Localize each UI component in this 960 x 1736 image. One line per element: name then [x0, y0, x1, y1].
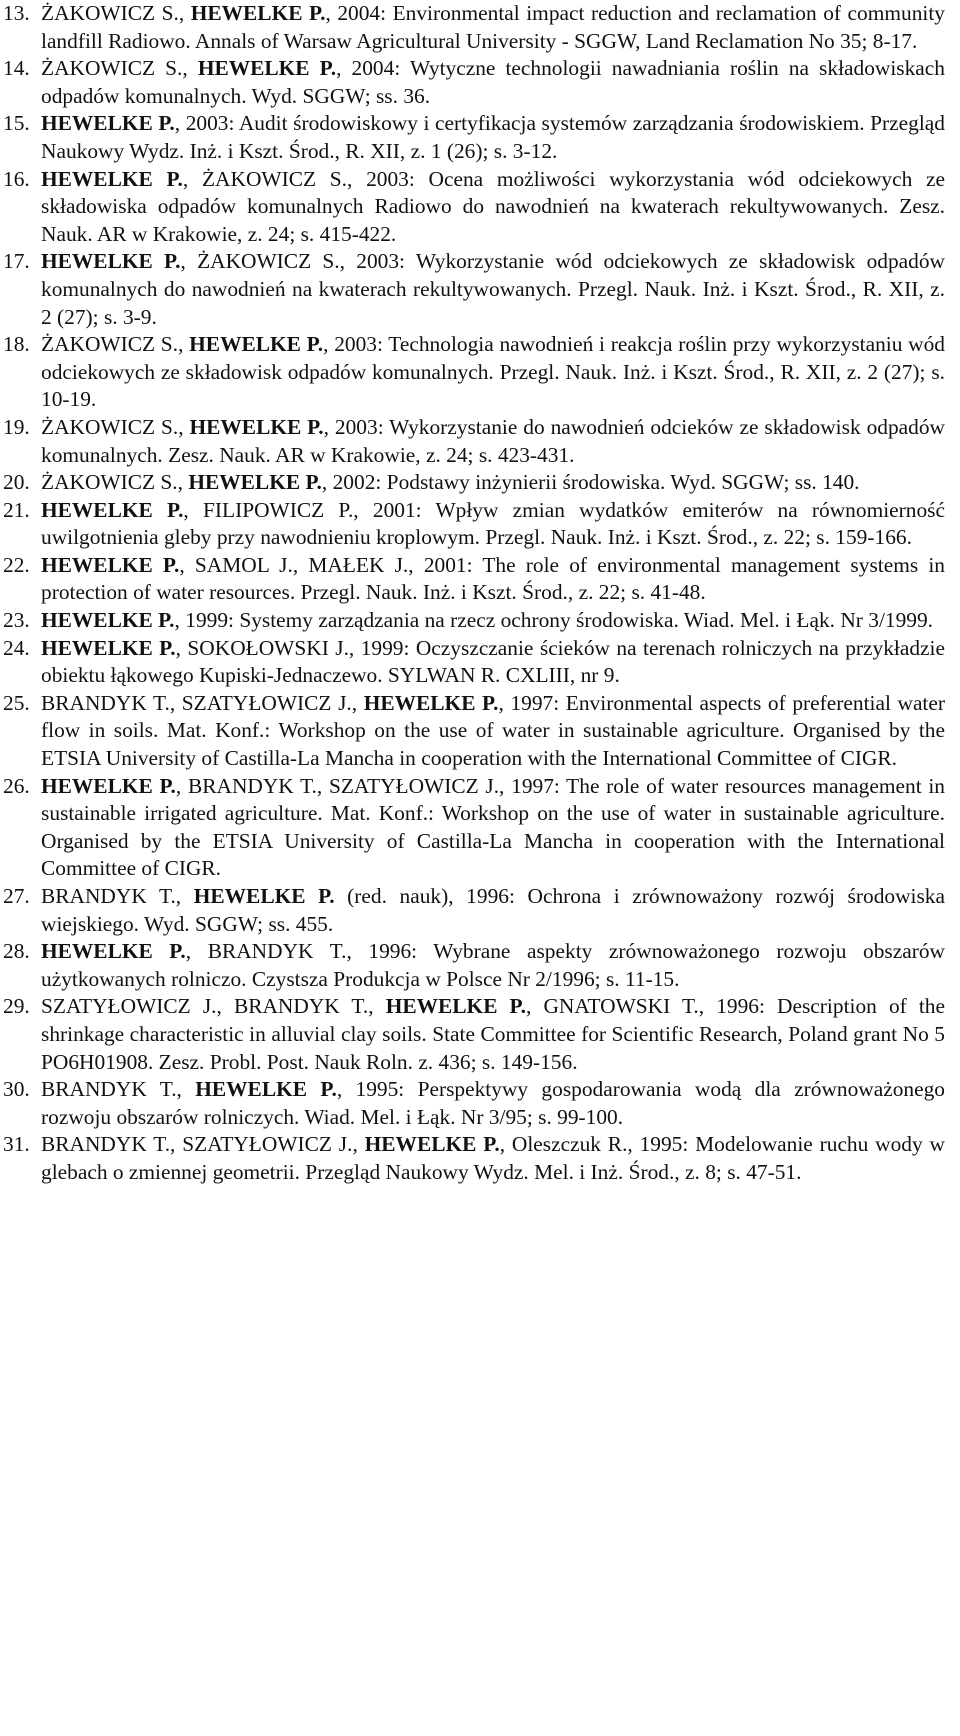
highlighted-author: HEWELKE P. [41, 249, 181, 274]
reference-number: 31. [3, 1132, 30, 1157]
reference-text: (red. nauk), 1996: Ochrona i zrównoważony rozwój środowiska wiejskiego. Wyd. SGGW; ss. 455. [41, 884, 945, 936]
reference-entry [0, 248, 945, 331]
highlighted-author: HEWELKE P. [41, 497, 184, 522]
reference-number: 18. [3, 332, 30, 357]
reference-text: BRANDYK T., SZATYŁOWICZ J., [41, 1132, 365, 1157]
reference-entry [0, 993, 945, 1076]
reference-number: 24. [3, 635, 30, 660]
reference-text: , 1997: Environmental aspects of preferential water flow in soils. Mat. Konf.: Workshop on the use of water in sustainable agriculture. Organised by the ETSIA University of Castilla-La Mancha in cooperation with the International Committee of CIGR. [41, 690, 945, 771]
highlighted-author: HEWELKE P. [197, 56, 337, 81]
reference-entry [0, 414, 945, 469]
reference-text: ŻAKOWICZ S. [41, 56, 183, 81]
reference-text: , Oleszczuk R., 1995: Modelowanie ruchu wody w glebach o zmiennej geometrii. Przegląd Naukowy Wydz. Mel. i Inż. Środ., z. 8; s. 47-51. [41, 1132, 945, 1184]
reference-text: , 2004: Environmental impact reduction and reclamation of community landfill Radiowo. Annals of Warsaw Agricultural University - SGGW, Land Reclamation No 35; 8-17. [41, 1, 945, 53]
reference-text: BRANDYK T., [41, 1077, 196, 1102]
highlighted-author: HEWELKE P. [41, 635, 176, 660]
highlighted-author: HEWELKE P. [41, 608, 175, 633]
reference-text: , 2003: Wykorzystanie do nawodnień odcieków ze składowisk odpadów komunalnych. Zesz. Nauk. AR w Krakowie, z. 24; s. 423-431. [41, 414, 945, 467]
reference-text: , FILIPOWICZ P., 2001: Wpływ zmian wydatków emiterów na równomierność uwilgotnienia gleby przy nawodnieniu kroplowym. Przegl. Nauk. Inż. i Kszt. Środ., z. 22; s. 159-166. [41, 497, 945, 550]
reference-entry [0, 690, 945, 773]
reference-number: 29. [3, 994, 30, 1019]
reference-number: 17. [3, 249, 30, 274]
reference-text: , ŻAKOWICZ S., 2003: Wykorzystanie wód odciekowych ze składowisk odpadów komunalnych do nawodnień na kwaterach rekultywowanych. Przegl. Nauk. Inż. i Kszt. Środ., R. XII, z. 2 (27); s. 3-9. [41, 249, 945, 329]
reference-number: 20. [3, 470, 30, 495]
reference-entry [0, 469, 945, 497]
reference-text: SZATYŁOWICZ J., BRANDYK T., [41, 994, 386, 1019]
reference-text: , BRANDYK T., SZATYŁOWICZ J., 1997: The role of water resources management in sustainable irrigated agriculture. Mat. Konf.: Workshop on the use of water in sustainable agriculture. Organised by the ETSIA University of Castilla-La Mancha in cooperation with the International Committee of CIGR. [41, 773, 945, 881]
highlighted-author: HEWELKE P. [189, 414, 324, 439]
reference-number: 22. [3, 552, 30, 577]
reference-entry [0, 607, 945, 635]
reference-entry [0, 1131, 945, 1186]
reference-number: 27. [3, 884, 30, 908]
reference-entry [0, 166, 945, 249]
highlighted-author: HEWELKE P. [41, 111, 175, 136]
reference-text: ŻAKOWICZ S. [41, 414, 179, 439]
reference-text: , BRANDYK T., 1996: Wybrane aspekty zrównoważonego rozwoju obszarów użytkowanych rolniczo. Czystsza Produkcja w Polsce Nr 2/1996; s. 11-15. [41, 939, 945, 991]
highlighted-author: HEWELKE P. [364, 1132, 500, 1157]
reference-entry [0, 0, 945, 55]
reference-text: , 2002: Podstawy inżynierii środowiska. Wyd. SGGW; ss. 140. [321, 470, 860, 495]
reference-text: , [177, 470, 189, 495]
reference-text: , 1999: Systemy zarządzania na rzecz ochrony środowiska. Wiad. Mel. i Łąk. Nr 3/1999. [174, 608, 934, 633]
reference-text: BRANDYK T., SZATYŁOWICZ J., [41, 690, 364, 715]
highlighted-author: HEWELKE P. [41, 552, 180, 577]
reference-entry [0, 1076, 945, 1131]
reference-text: , GNATOWSKI T., 1996: Description of the shrinkage characteristic in alluvial clay soils. State Committee for Scientific Research, Poland grant No 5 PO6H01908. Zesz. Probl. Post. Nauk Roln. z. 436; s. 149-156. [41, 994, 945, 1074]
reference-entry [0, 110, 945, 165]
reference-number: 13. [3, 1, 30, 25]
reference-number: 25. [3, 690, 30, 715]
reference-text: , ŻAKOWICZ S., 2003: Ocena możliwości wykorzystania wód odciekowych ze składowiska odpadów komunalnych Radiowo do nawodnień na kwaterach rekultywowanych. Zesz. Nauk. AR w Krakowie, z. 24; s. 415-422. [41, 166, 945, 246]
reference-entry [0, 635, 945, 690]
reference-text: ŻAKOWICZ S. [41, 470, 178, 495]
reference-text: , 2003: Technologia nawodnień i reakcja roślin przy wykorzystaniu wód odciekowych ze składowisk odpadów komunalnych. Przegl. Nauk. Inż. i Kszt. Środ., R. XII, z. 2 (27); s. 10-19. [41, 332, 945, 412]
reference-text: , SAMOL J., MAŁEK J., 2001: The role of environmental management systems in protection of water resources. Przegl. Nauk. Inż. i Kszt. Środ., z. 22; s. 41-48. [41, 552, 945, 605]
highlighted-author: HEWELKE P. [41, 939, 186, 964]
reference-entry [0, 55, 945, 110]
reference-number: 16. [3, 166, 30, 191]
reference-entry [0, 938, 945, 993]
reference-entry [0, 331, 945, 414]
highlighted-author: HEWELKE P. [385, 994, 527, 1019]
reference-text: , [182, 56, 198, 81]
reference-number: 28. [3, 939, 30, 964]
reference-text: , 2003: Audit środowiskowy i certyfikacja systemów zarządzania środowiskiem. Przegląd Naukowy Wydz. Inż. i Kszt. Środ., R. XII, z. 1 (26); s. 3-12. [41, 111, 945, 163]
reference-number: 19. [3, 414, 30, 439]
highlighted-author: HEWELKE P. [190, 1, 326, 25]
reference-entry [0, 883, 945, 938]
reference-number: 26. [3, 773, 30, 798]
reference-number: 14. [3, 56, 30, 81]
reference-number: 30. [3, 1077, 30, 1102]
highlighted-author: HEWELKE P. [41, 166, 183, 191]
reference-number: 23. [3, 608, 30, 633]
reference-text: , 1995: Perspektywy gospodarowania wodą dla zrównoważonego rozwoju obszarów rolniczych. Wiad. Mel. i Łąk. Nr 3/95; s. 99-100. [41, 1077, 945, 1129]
reference-text: , [178, 332, 190, 357]
highlighted-author: HEWELKE P. [195, 1077, 337, 1102]
reference-text: BRANDYK T., [41, 884, 194, 908]
highlighted-author: HEWELKE P. [363, 690, 499, 715]
highlighted-author: HEWELKE P. [188, 470, 322, 495]
reference-text: , SOKOŁOWSKI J., 1999: Oczyszczanie ścieków na terenach rolniczych na przykładzie obiektu łąkowego Kupiski-Jednaczewo. SYLWAN R. CXLIII, nr 9. [41, 635, 945, 688]
reference-number: 21. [3, 497, 30, 522]
reference-text: , [178, 1, 191, 25]
reference-entry [0, 497, 945, 552]
reference-text: ŻAKOWICZ S. [41, 332, 179, 357]
highlighted-author: HEWELKE P. [189, 332, 324, 357]
reference-text: ŻAKOWICZ S. [41, 1, 179, 25]
reference-text: , 2004: Wytyczne technologii nawadniania roślin na składowiskach odpadów komunalnych. Wyd. SGGW; ss. 36. [41, 56, 945, 108]
reference-number: 15. [3, 111, 30, 136]
highlighted-author: HEWELKE P. [193, 884, 335, 908]
reference-entry [0, 773, 945, 883]
reference-text: , [178, 414, 190, 439]
reference-entry [0, 552, 945, 607]
highlighted-author: HEWELKE P. [41, 773, 176, 798]
